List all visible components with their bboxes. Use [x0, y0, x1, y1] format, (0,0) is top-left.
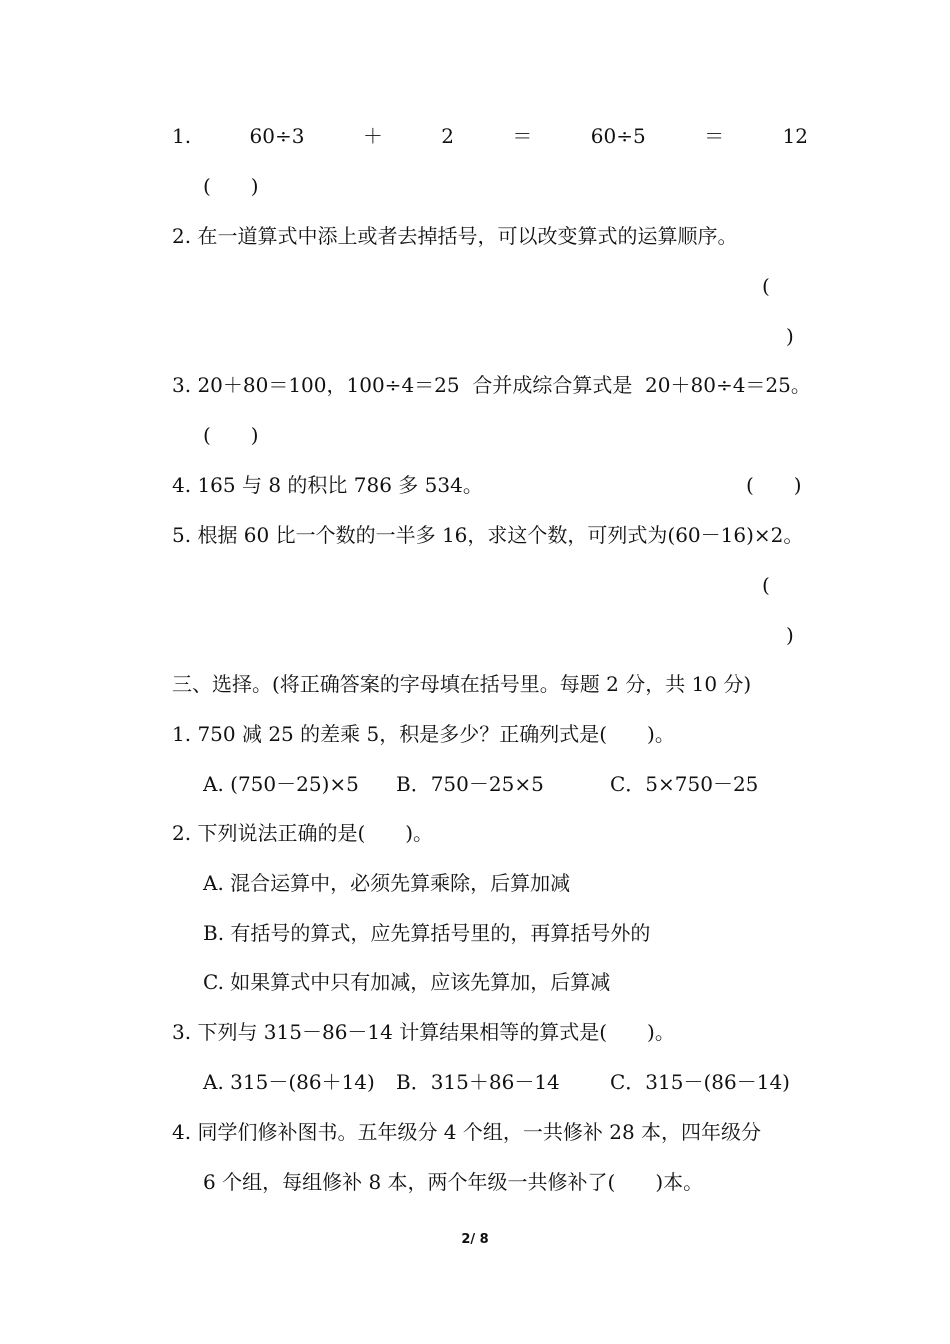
judge-q1-term: 60÷3: [249, 124, 305, 148]
choice-q1-option-c[interactable]: C．5×750－25: [610, 772, 759, 796]
judge-q5-paren-close: ): [786, 623, 794, 647]
choice-q1-option-b[interactable]: B．750－25×5: [396, 772, 544, 796]
choice-q3-option-a[interactable]: A. 315－(86＋14): [203, 1070, 375, 1094]
choice-q4-text-line2: 6 个组，每组修补 8 本，两个年级一共修补了( )本。: [203, 1170, 704, 1194]
choice-q2-option-a[interactable]: A. 混合运算中，必须先算乘除，后算加减: [203, 871, 571, 895]
judge-q1-term: 60÷5: [590, 124, 646, 148]
choice-q2-option-c[interactable]: C. 如果算式中只有加减，应该先算加，后算减: [203, 970, 611, 994]
judge-q1-term: 2: [441, 124, 454, 148]
choice-q3-text: 3. 下列与 315－86－14 计算结果相等的算式是( )。: [172, 1020, 675, 1044]
judge-q3-answer-paren[interactable]: ( ): [203, 423, 259, 447]
choice-q2-option-b[interactable]: B. 有括号的算式，应先算括号里的，再算括号外的: [203, 921, 651, 945]
judge-q4-answer-paren[interactable]: ( ): [746, 473, 802, 497]
judge-q1-answer-paren[interactable]: ( ): [203, 174, 259, 198]
judge-q5-paren-open[interactable]: (: [762, 573, 770, 597]
judge-q1-term: 12: [782, 124, 808, 148]
choice-q3-option-c[interactable]: C．315－(86－14): [610, 1070, 790, 1094]
choice-q2-text: 2. 下列说法正确的是( )。: [172, 821, 434, 845]
judge-q3-text: 3. 20＋80＝100，100÷4＝25 合并成综合算式是 20＋80÷4＝25。: [172, 373, 811, 397]
judge-q1-equation: [172, 124, 808, 148]
judge-q1-term: ＋: [362, 124, 383, 148]
choice-q3-option-b[interactable]: B．315＋86－14: [396, 1070, 560, 1094]
choice-q4-text-line1: 4. 同学们修补图书。五年级分 4 个组，一共修补 28 本，四年级分: [172, 1120, 762, 1144]
choice-q1-text: 1. 750 减 25 的差乘 5，积是多少？正确列式是( )。: [172, 722, 675, 746]
choice-q1-option-a[interactable]: A. (750－25)×5: [203, 772, 359, 796]
section-3-heading: 三、选择。(将正确答案的字母填在括号里。每题 2 分，共 10 分): [172, 672, 752, 696]
judge-q2-paren-open[interactable]: (: [762, 274, 770, 298]
judge-q5-text: 5. 根据 60 比一个数的一半多 16，求这个数，可列式为(60－16)×2。: [172, 523, 804, 547]
judge-q2-paren-close: ): [786, 324, 794, 348]
judge-q1-term: ＝: [704, 124, 725, 148]
judge-q4-text: 4. 165 与 8 的积比 786 多 534。: [172, 473, 483, 497]
judge-q2-text: 2. 在一道算式中添上或者去掉括号，可以改变算式的运算顺序。: [172, 224, 738, 248]
judge-q1-number: 1.: [172, 124, 192, 148]
judge-q1-term: ＝: [512, 124, 533, 148]
page-number: 2/ 8: [461, 1232, 489, 1247]
